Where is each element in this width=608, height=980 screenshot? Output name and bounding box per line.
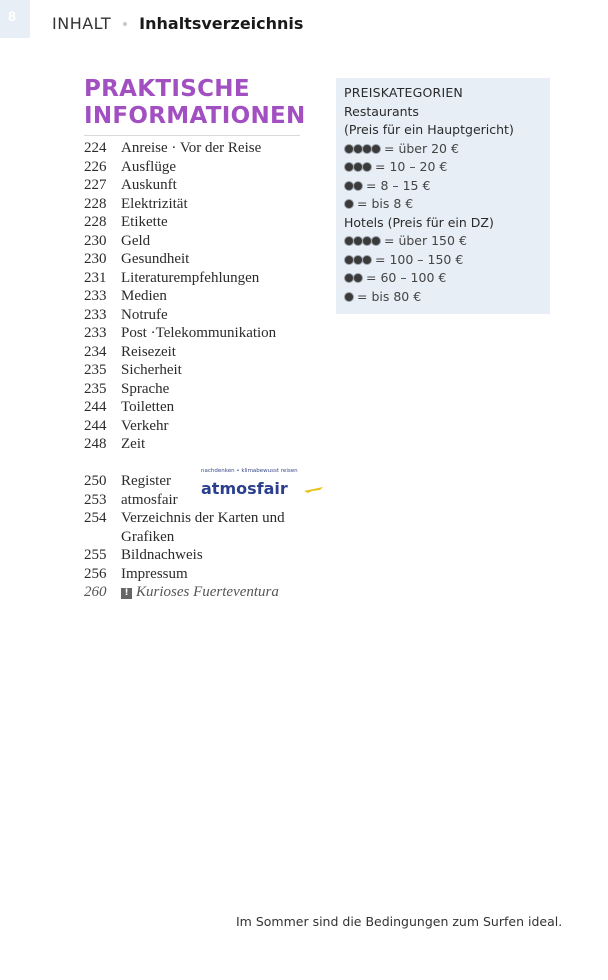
coin-rating-icon [344, 162, 371, 172]
toc-entry [84, 583, 324, 602]
price-range: = 60 – 100 € [366, 270, 447, 285]
toc-entry-label: Sicherheit [121, 362, 182, 378]
restaurant-price-list [344, 140, 542, 214]
coin-rating-icon [344, 144, 380, 154]
atmosfair-brand: atmosfair [201, 479, 288, 498]
toc-entry [84, 287, 324, 306]
airplane-icon [303, 484, 325, 494]
restaurants-heading: Restaurants [344, 103, 419, 119]
restaurants-subheading: (Preis für ein Hauptgericht) [344, 122, 514, 137]
price-range: = bis 8 € [357, 196, 414, 211]
running-header [52, 14, 303, 33]
toc-page-number: 254 [84, 510, 107, 526]
toc-entry [84, 565, 324, 584]
toc-page-number: 253 [84, 491, 107, 508]
toc-entry-label: Bildnachweis [121, 547, 203, 563]
price-category-row [344, 251, 542, 270]
price-range: = 10 – 20 € [375, 159, 448, 174]
toc-entry-label: Toiletten [121, 399, 175, 415]
toc-list [84, 139, 324, 454]
toc-entry [84, 435, 324, 454]
coin-icon [353, 181, 363, 191]
header-section: INHALT [52, 14, 112, 33]
price-range: = 8 – 15 € [366, 177, 431, 193]
toc-page-number: 244 [84, 399, 107, 415]
toc-entry-label: Anreise · Vor der Reise [121, 140, 262, 156]
toc-page-number: 228 [84, 195, 107, 212]
toc-entry-label: Auskunft [121, 177, 177, 193]
toc-page-number: 234 [84, 343, 107, 360]
price-category-row [344, 140, 542, 159]
page-number: 8 [8, 8, 16, 24]
toc-page-number: 228 [84, 214, 107, 230]
toc-entry [84, 343, 324, 362]
toc-entry-label [121, 583, 324, 602]
toc-page-number [84, 528, 121, 547]
toc-entry-label: Sprache [121, 380, 170, 397]
toc-page-number: 224 [84, 140, 107, 156]
toc-page-number: 248 [84, 436, 107, 452]
coin-rating-icon [344, 236, 380, 246]
header-title: Inhaltsverzeichnis [139, 14, 304, 33]
coin-icon [371, 144, 381, 154]
coin-rating-icon [344, 255, 371, 265]
toc-page-number: 230 [84, 251, 107, 267]
toc-page-number: 235 [84, 362, 107, 378]
toc-entry-label: Zeit [121, 436, 146, 452]
coin-rating-icon [344, 199, 353, 209]
toc-entry-label: Grafiken [121, 528, 175, 545]
toc-page-number: 255 [84, 547, 107, 563]
section-title-line1: PRAKTISCHE [84, 76, 250, 102]
toc-page-number: 235 [84, 380, 107, 397]
price-box-title: PREISKATEGORIEN [344, 85, 463, 100]
toc-entry-label: Verzeichnis der Karten und [121, 510, 285, 526]
hotels-heading: Hotels (Preis für ein DZ) [344, 214, 494, 230]
toc-page-number: 256 [84, 565, 107, 582]
price-range: = über 20 € [384, 140, 459, 156]
toc-entry [84, 195, 324, 214]
title-divider [84, 135, 300, 136]
price-categories-box [336, 78, 550, 314]
toc-entry-label: Impressum [121, 565, 188, 582]
coin-icon [344, 199, 354, 209]
toc-page-number: 233 [84, 325, 107, 341]
toc-entry [84, 232, 324, 251]
price-range: = über 150 € [384, 233, 467, 248]
toc-entry [84, 417, 324, 436]
coin-rating-icon [344, 292, 353, 302]
price-range: = bis 80 € [357, 288, 422, 304]
coin-icon [353, 273, 363, 283]
toc-entry-label: Medien [121, 288, 167, 304]
page-number-tab [0, 0, 30, 38]
toc-entry [84, 158, 324, 177]
toc-entry [84, 546, 324, 565]
price-category-row [344, 288, 542, 307]
toc-entry-label: Register [121, 473, 171, 489]
header-separator-dot [123, 22, 127, 26]
coin-icon [362, 255, 372, 265]
toc-page-number: 231 [84, 269, 107, 286]
toc-page-number: 260 [84, 584, 107, 600]
toc-entry-label: Geld [121, 232, 151, 249]
hotel-price-list [344, 232, 542, 306]
section-title [84, 76, 306, 130]
toc-page-number: 244 [84, 417, 107, 434]
toc-entry [84, 324, 324, 343]
toc-entry-label: Reisezeit [121, 343, 176, 360]
coin-rating-icon [344, 273, 362, 283]
toc-entry-label: Literaturempfehlungen [121, 269, 260, 286]
toc-entry [84, 361, 324, 380]
toc-entry [84, 250, 324, 269]
toc-entry [84, 509, 324, 528]
toc-page-number: 233 [84, 306, 107, 323]
coin-icon [371, 236, 381, 246]
toc-entry [84, 306, 324, 325]
price-category-row [344, 232, 542, 251]
toc-page-number: 250 [84, 473, 107, 489]
price-category-row [344, 158, 542, 177]
photo-caption: Im Sommer sind die Bedingungen zum Surfen ideal. [236, 914, 563, 929]
price-category-row [344, 177, 542, 196]
price-category-row [344, 195, 542, 214]
toc-entry [84, 380, 324, 399]
toc-entry [84, 213, 324, 232]
toc-entry [84, 398, 324, 417]
price-category-row [344, 269, 542, 288]
toc-entry-label: Etikette [121, 214, 168, 230]
toc-entry [84, 269, 324, 288]
section-title-line2: INFORMATIONEN [84, 103, 306, 129]
toc-entry-label: Ausflüge [121, 158, 176, 175]
toc-entry-label: atmosfair [121, 491, 178, 508]
toc-page-number: 230 [84, 232, 107, 249]
toc-entry-label: Gesundheit [121, 251, 190, 267]
atmosfair-tagline: nachdenken • klimabewusst reisen [201, 468, 298, 474]
toc-entry [84, 528, 324, 547]
coin-icon [344, 292, 354, 302]
toc-entry-text: Kurioses Fuerteventura [136, 584, 279, 600]
toc-entry [84, 176, 324, 195]
toc-page-number: 226 [84, 158, 107, 175]
coin-icon [362, 162, 372, 172]
coin-rating-icon [344, 181, 362, 191]
toc-entry-label: Elektrizität [121, 195, 188, 212]
toc-page-number: 227 [84, 177, 107, 193]
toc-entry-label: Notrufe [121, 306, 168, 323]
atmosfair-logo [201, 468, 331, 504]
toc-entry-label: Verkehr [121, 417, 169, 434]
toc-page-number: 233 [84, 288, 107, 304]
toc-entry [84, 139, 324, 158]
price-range: = 100 – 150 € [375, 251, 464, 267]
toc-entry-label: Post ·Telekommunikation [121, 325, 277, 341]
exclamation-icon: ! [121, 588, 132, 599]
